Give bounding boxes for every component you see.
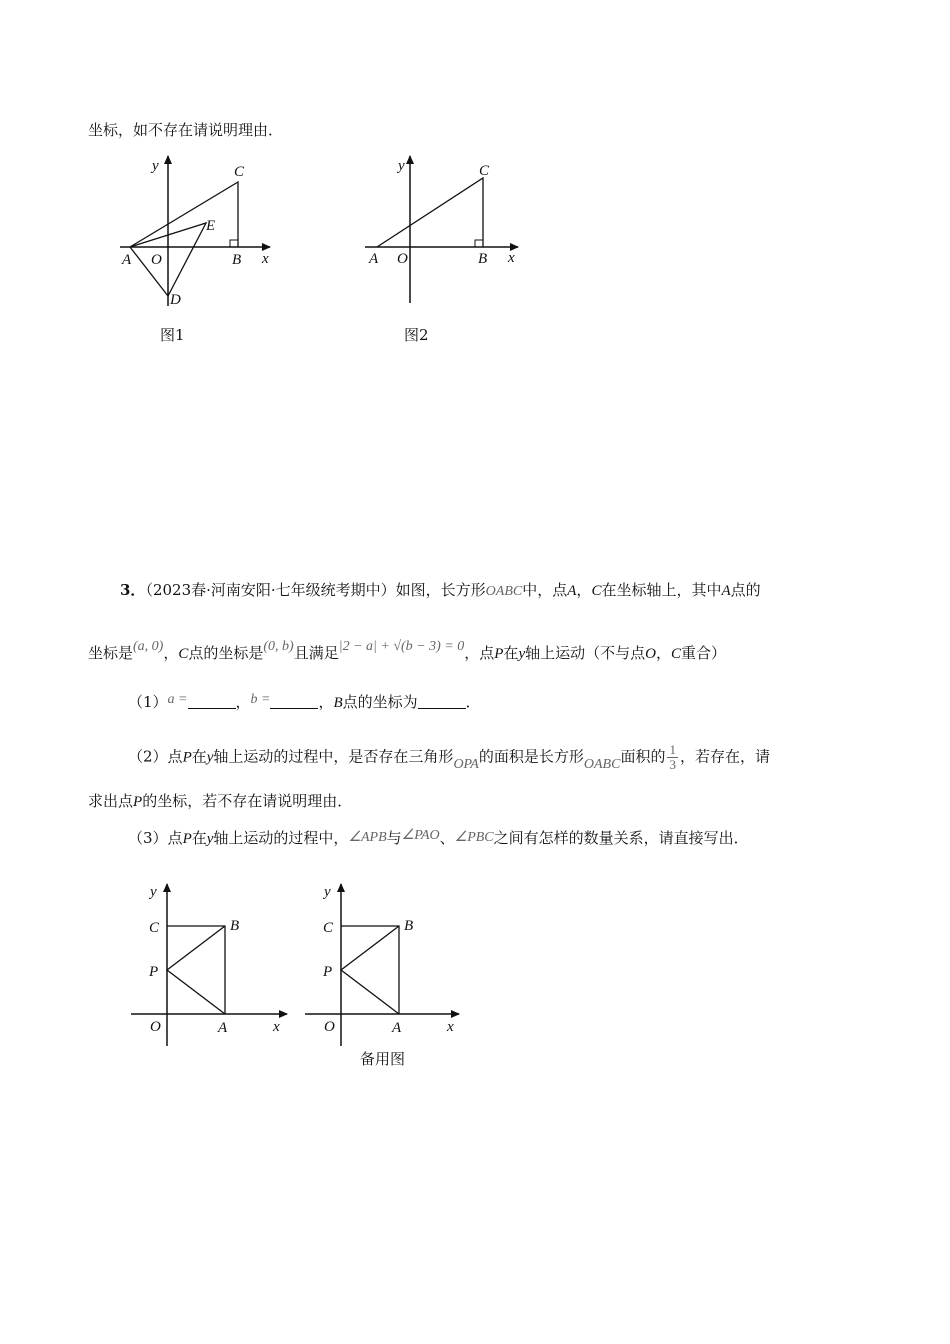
label-o: O (397, 251, 408, 267)
figure-1 (110, 150, 290, 320)
math-a0: (a, 0) (133, 639, 164, 654)
label-p: P (323, 964, 333, 980)
triangle-pba (341, 926, 399, 1014)
label-a: A (392, 1020, 402, 1036)
figure-4 (299, 880, 469, 1050)
triangle-pba (167, 926, 225, 1014)
label-p: P (149, 964, 159, 980)
rectangle-oabc (341, 926, 399, 1014)
question-number: 3． (120, 581, 146, 599)
label-b: B (478, 251, 488, 267)
answer-blank-a[interactable] (188, 694, 236, 709)
label-b: B (230, 918, 240, 934)
math-condition: |2 − a| + √(b − 3) = 0 (338, 639, 465, 654)
label-a: A (369, 251, 379, 267)
label-x: x (273, 1019, 280, 1035)
answer-blank-b[interactable] (270, 694, 318, 709)
label-e: E (206, 218, 216, 234)
fraction-one-third: $\frac{1}{3}$ (669, 742, 676, 772)
label-y: y (150, 884, 157, 900)
q3-part-1: （1）a = ，b = ，B点的坐标为 ． (128, 692, 481, 711)
answer-blank-b-coord[interactable] (418, 694, 466, 709)
segment-ad (130, 247, 168, 296)
label-a: A (218, 1020, 228, 1036)
figure-2 (355, 150, 535, 320)
right-angle-mark (475, 240, 483, 247)
triangle-abc (377, 178, 483, 247)
figure-4-caption: 备用图 (360, 1050, 406, 1068)
label-x: x (447, 1019, 454, 1035)
q3-part-2: （2）点P在y轴上运动的过程中，是否存在三角形OPA的面积是长方形OABC面积的 $\frac{1}{3}$ ，若存在，请 (128, 742, 770, 772)
label-y: y (152, 158, 159, 174)
math-oabc: OABC (485, 584, 523, 599)
label-c: C (149, 920, 160, 936)
label-b: B (232, 252, 242, 268)
label-x: x (262, 251, 269, 267)
figure-1-caption: 图1 (160, 326, 185, 344)
rectangle-oabc (167, 926, 225, 1014)
q3-part-2-line-2: 求出点P的坐标，若不存在请说明理由． (88, 792, 353, 810)
label-y: y (324, 884, 331, 900)
previous-question-tail: 坐标，如不存在请说明理由． (88, 121, 284, 139)
label-o: O (151, 252, 162, 268)
label-y: y (398, 158, 405, 174)
label-c: C (323, 920, 334, 936)
label-d: D (170, 292, 181, 308)
math-0b: (0, b) (263, 639, 294, 654)
q3-line-1: 3．（2023春·河南安阳·七年级统考期中）如图，长方形OABC中，点A，C在坐标轴上，其中A点的 (120, 581, 761, 599)
right-angle-mark (230, 240, 238, 247)
label-a: A (122, 252, 132, 268)
figure-2-caption: 图2 (404, 326, 429, 344)
q3-part-3: （3）点P在y轴上运动的过程中，∠APB与∠PAO、∠PBC之间有怎样的数量关系，请直接写出． (128, 828, 749, 847)
label-b: B (404, 918, 414, 934)
figure-3 (125, 880, 295, 1050)
q3-line-2: 坐标是(a, 0)，C点的坐标是(0, b)且满足|2 − a| + √(b − 3) = 0，点P在y轴上运动（不与点O，C重合） (88, 639, 727, 662)
label-o: O (150, 1019, 161, 1035)
label-c: C (479, 163, 490, 179)
triangle-abc (130, 182, 238, 247)
label-o: O (324, 1019, 335, 1035)
label-x: x (508, 250, 515, 266)
label-c: C (234, 164, 245, 180)
